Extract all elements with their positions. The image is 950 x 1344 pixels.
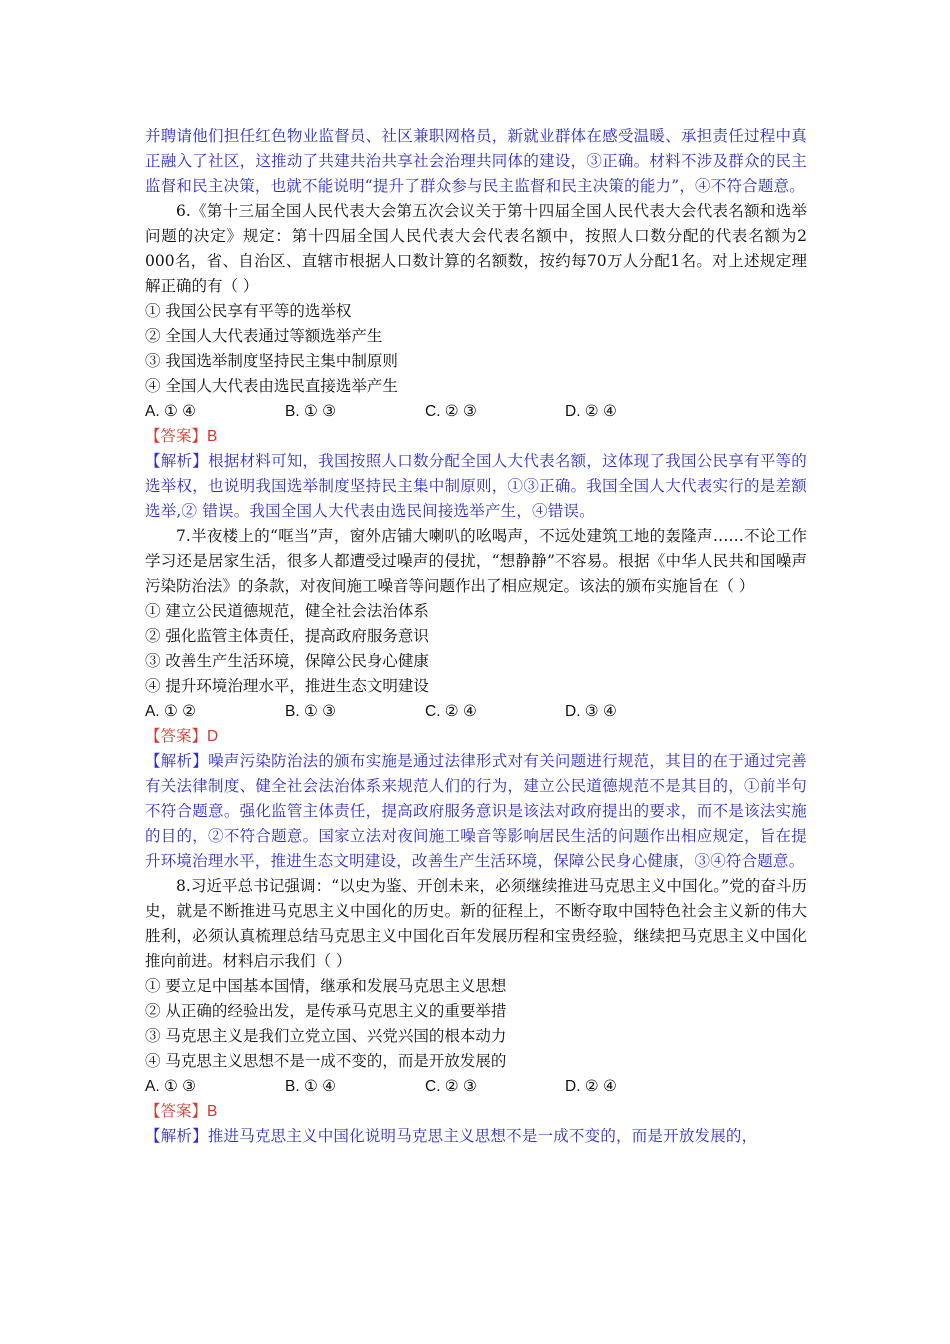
choice-a: A. ① ④ — [145, 403, 197, 420]
analysis-text: 根据材料可知，我国按照人口数分配全国人大代表名额，这体现了我国公民享有平等的选举权，也说明我国选举制度坚持民主集中制原则，①③正确。我国全国人大代表实行的是差额选举,② 错误。我国全国人大代表由选民间接选举产生，④错误。 — [145, 452, 807, 520]
intro-explanation: 并聘请他们担任红色物业监督员、社区兼职网格员，新就业群体在感受温暖、承担责任过程中真正融入了社区，这推动了共建共治共享社会治理共同体的建设，③正确。材料不涉及群众的民主监督和民主决策，也就不能说明“提升了群众参与民主监督和民主决策的能力”，④不符合题意。 — [145, 127, 807, 195]
option-4: ④ 提升环境治理水平，推进生态文明建设 — [145, 677, 429, 695]
option-2: ② 全国人大代表通过等额选举产生 — [145, 327, 383, 345]
choice-c: C. ② ③ — [425, 403, 477, 420]
option-4: ④ 马克思主义思想不是一成不变的，而是开放发展的 — [145, 1052, 507, 1070]
question-stem: 8.习近平总书记强调：“以史为鉴、开创未来，必须继续推进马克思主义中国化。”党的奋斗历史，就是不断推进马克思主义中国化的历史。新的征程上，不断夺取中国特色社会主义新的伟大胜利，必须认真梳理总结马克思主义中国化百年发展历程和宝贵经验，继续把马克思主义中国化推向前进。材料启示我们（ ） — [145, 877, 807, 970]
answer-tag: 【答案】 — [145, 727, 208, 745]
analysis-text: 噪声污染防治法的颁布实施是通过法律形式对有关问题进行规范，其目的在于通过完善有关法律制度、健全社会法治体系来规范人们的行为，建立公民道德规范不是其目的，①前半句不符合题意。强化监管主体责任，提高政府服务意识是该法对政府提出的要求，而不是该法实施的目的，②不符合题意。国家立法对夜间施工噪音等影响居民生活的问题作出相应规定，旨在提升环境治理水平，推进生态文明建设，改善生产生活环境，保障公民身心健康，③④符合题意。 — [145, 752, 807, 870]
analysis — [145, 749, 807, 874]
choice-b: B. ① ③ — [285, 703, 337, 720]
answer-choices — [145, 1074, 807, 1099]
option-3: ③ 改善生产生活环境，保障公民身心健康 — [145, 652, 429, 670]
option-3: ③ 马克思主义是我们立党立国、兴党兴国的根本动力 — [145, 1027, 507, 1045]
analysis — [145, 449, 807, 524]
answer-tag: 【答案】 — [145, 427, 208, 445]
question-6 — [145, 199, 807, 524]
choice-a: A. ① ② — [145, 703, 197, 720]
option-1: ① 要立足中国基本国情，继承和发展马克思主义思想 — [145, 977, 507, 995]
option-2: ② 强化监管主体责任，提高政府服务意识 — [145, 627, 429, 645]
choice-d: D. ③ ④ — [565, 703, 617, 720]
choice-a: A. ① ③ — [145, 1078, 197, 1095]
answer-value: B — [207, 428, 218, 445]
question-7 — [145, 524, 807, 874]
choice-c: C. ② ③ — [425, 1078, 477, 1095]
option-2: ② 从正确的经验出发，是传承马克思主义的重要举措 — [145, 1002, 507, 1020]
answer-tag: 【答案】 — [145, 1102, 208, 1120]
option-4: ④ 全国人大代表由选民直接选举产生 — [145, 377, 398, 395]
answer-line — [145, 424, 807, 449]
choice-b: B. ① ④ — [285, 1078, 337, 1095]
analysis-tag: 【解析】 — [145, 1127, 208, 1145]
answer-line — [145, 1099, 807, 1124]
page-content — [145, 124, 807, 1149]
question-stem: 6.《第十三届全国人民代表大会第五次会议关于第十四届全国人民代表大会代表名额和选举问题的决定》规定：第十四届全国人民代表大会代表名额中，按照人口数分配的代表名额为2 000名，省、自治区、直辖市根据人口数计算的名额数，按约每70万人分配1名。对上述规定理解正确的有（ ） — [145, 202, 807, 295]
choice-c: C. ② ④ — [425, 703, 477, 720]
analysis-tag: 【解析】 — [145, 752, 209, 770]
analysis-tag: 【解析】 — [145, 452, 209, 470]
answer-line — [145, 724, 807, 749]
answer-choices — [145, 699, 807, 724]
option-1: ① 建立公民道德规范，健全社会法治体系 — [145, 602, 429, 620]
question-stem: 7.半夜楼上的“哐当”声，窗外店铺大喇叭的吆喝声，不远处建筑工地的轰隆声……不论工作学习还是居家生活，很多人都遭受过噪声的侵扰，“想静静”不容易。根据《中华人民共和国噪声污染防治法》的条款，对夜间施工噪音等问题作出了相应规定。该法的颁布实施旨在（ ） — [145, 527, 807, 595]
option-3: ③ 我国选举制度坚持民主集中制原则 — [145, 352, 398, 370]
analysis-text: 推进马克思主义中国化说明马克思主义思想不是一成不变的，而是开放发展的， — [207, 1127, 758, 1145]
question-8 — [145, 874, 807, 1149]
answer-value: B — [207, 1103, 218, 1120]
choice-d: D. ② ④ — [565, 1078, 617, 1095]
answer-choices — [145, 399, 807, 424]
option-1: ① 我国公民享有平等的选举权 — [145, 302, 352, 320]
choice-d: D. ② ④ — [565, 403, 617, 420]
analysis — [145, 1124, 807, 1149]
choice-b: B. ① ③ — [285, 403, 337, 420]
answer-value: D — [207, 728, 219, 745]
